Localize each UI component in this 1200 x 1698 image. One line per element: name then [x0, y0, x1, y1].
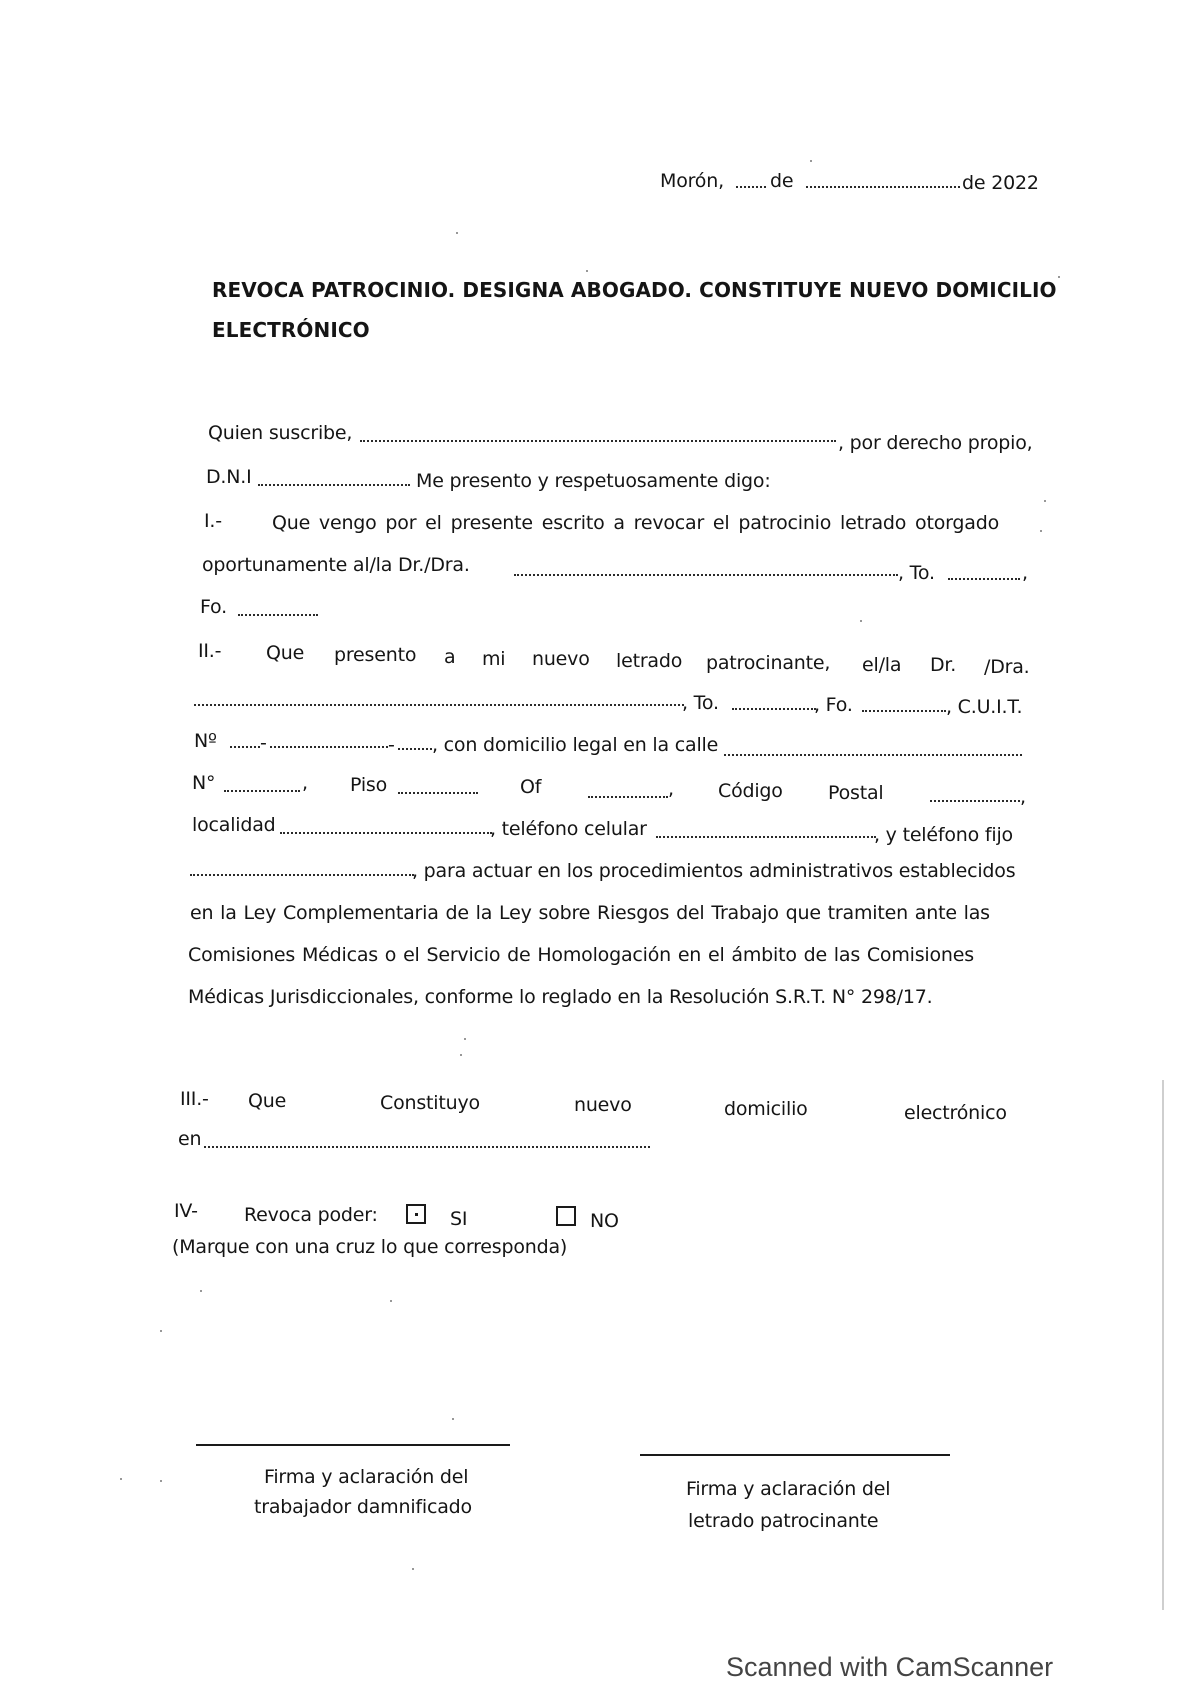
date-day-blank — [736, 186, 766, 188]
revoca-poder-label: Revoca poder: — [244, 1204, 378, 1226]
scan-speck — [456, 232, 458, 234]
section-1-doctor-label: oportunamente al/la Dr./Dra. — [202, 554, 470, 576]
section-2-word: /Dra. — [984, 656, 1030, 678]
date-month-blank — [806, 186, 960, 188]
scan-speck — [412, 1568, 414, 1570]
scan-speck — [860, 620, 862, 622]
cuit-dash-2: - — [388, 734, 395, 756]
signature-lawyer-line1: Firma y aclaración del — [686, 1478, 891, 1500]
oficina-comma: , — [668, 778, 674, 800]
scan-speck — [1044, 500, 1046, 502]
postal-label: Postal — [828, 782, 884, 804]
signature-worker-line1: Firma y aclaración del — [264, 1466, 469, 1488]
scan-speck — [452, 1418, 454, 1420]
signature-line-worker — [196, 1444, 510, 1446]
numero-blank — [224, 790, 300, 792]
section-3-word: nuevo — [574, 1094, 632, 1116]
numero-label: N° — [192, 772, 216, 794]
dni-label: D.N.I — [206, 466, 252, 488]
scan-speck — [160, 1480, 162, 1482]
presento-label: Me presento y respetuosamente digo: — [416, 470, 771, 492]
date-year: de 2022 — [962, 172, 1039, 194]
codigo-postal-comma: , — [1020, 786, 1026, 808]
domicilio-electronico-blank — [204, 1146, 650, 1148]
domicilio-calle-blank — [724, 754, 1022, 756]
section-2-word: Que — [266, 642, 305, 664]
codigo-postal-blank — [930, 800, 1020, 802]
oficina-label: Of — [520, 776, 542, 798]
localidad-label: localidad — [192, 814, 276, 836]
scan-speck — [1058, 276, 1060, 278]
section-2-word: presento — [334, 644, 417, 666]
section-2-word: letrado — [616, 650, 683, 672]
revoca-no-checkbox[interactable] — [556, 1206, 576, 1226]
section-2-actuar: , para actuar en los procedimientos administrativos establecidos — [412, 860, 1016, 882]
section-1-fo-label: Fo. — [200, 596, 227, 618]
section-2-text-a: en la Ley Complementaria de la Ley sobre Riesgos del Trabajo que tramiten ante las — [190, 902, 990, 924]
section-2-fo-blank — [862, 710, 946, 712]
domicilio-legal-label: , con domicilio legal en la calle — [432, 734, 719, 756]
section-3-en-label: en — [178, 1128, 202, 1150]
section-2-text-b: Comisiones Médicas o el Servicio de Homologación en el ámbito de las Comisiones — [188, 944, 974, 966]
localidad-blank — [280, 832, 492, 834]
revoca-instruction: (Marque con una cruz lo que corresponda) — [172, 1236, 568, 1258]
quien-suscribe-blank — [360, 440, 836, 442]
oficina-blank — [588, 796, 668, 798]
date-de-1: de — [770, 170, 794, 192]
revoca-si-checkbox[interactable] — [406, 1204, 426, 1224]
telefono-celular-label: , teléfono celular — [490, 818, 647, 840]
scan-speck — [460, 1054, 462, 1056]
section-4-number: IV- — [174, 1200, 198, 1222]
scan-speck — [586, 270, 588, 272]
document-title-line1: REVOCA PATROCINIO. DESIGNA ABOGADO. CONSTITUYE NUEVO DOMICILIO — [212, 278, 1057, 302]
scan-speck — [390, 1300, 392, 1302]
section-3-word: Que — [248, 1090, 287, 1112]
section-2-lawyer-blank — [194, 704, 684, 706]
section-1-comma: , — [1022, 562, 1028, 584]
numero-comma: , — [302, 772, 308, 794]
signature-lawyer-line2: letrado patrocinante — [688, 1510, 879, 1532]
cuit-dash-1: - — [260, 732, 267, 754]
section-1-fo-blank — [238, 614, 318, 616]
section-2-word: a — [444, 646, 456, 668]
section-2-cuit-label: , C.U.I.T. — [946, 696, 1023, 718]
section-2-fo-label: , Fo. — [814, 694, 853, 716]
section-3-word: Constituyo — [380, 1092, 480, 1114]
revoca-si-label: SI — [450, 1208, 468, 1230]
document-title-line2: ELECTRÓNICO — [212, 318, 370, 342]
derecho-propio-label: , por derecho propio, — [838, 432, 1033, 454]
revoca-no-label: NO — [590, 1210, 619, 1232]
scan-speck — [1040, 530, 1042, 532]
section-3-word: electrónico — [904, 1102, 1007, 1124]
scan-speck — [120, 1478, 122, 1480]
scan-page-edge — [1162, 1080, 1164, 1610]
section-1-to-label: , To. — [898, 562, 935, 584]
scan-speck — [200, 1290, 202, 1292]
signature-line-lawyer — [640, 1454, 950, 1456]
telefono-celular-blank — [656, 836, 876, 838]
dni-blank — [258, 484, 410, 486]
section-2-to-blank — [732, 708, 816, 710]
section-1-doctor-blank — [514, 574, 898, 576]
section-2-word: el/la — [862, 654, 902, 676]
section-1-line1: Que vengo por el presente escrito a revocar el patrocinio letrado otorgado — [272, 512, 999, 534]
quien-suscribe-label: Quien suscribe, — [208, 422, 353, 444]
cuit-part2-blank — [270, 746, 388, 748]
scan-speck — [464, 1038, 466, 1040]
section-1-number: I.- — [204, 510, 222, 532]
section-2-word: patrocinante, — [706, 652, 831, 674]
section-1-to-blank — [948, 578, 1020, 580]
scan-speck — [160, 1330, 162, 1332]
section-2-to-label: , To. — [682, 692, 719, 714]
section-3-word: domicilio — [724, 1098, 808, 1120]
cuit-part1-blank — [230, 746, 260, 748]
section-2-word: Dr. — [930, 654, 957, 676]
section-2-text-c: Médicas Jurisdiccionales, conforme lo reglado en la Resolución S.R.T. N° 298/17. — [188, 986, 933, 1008]
section-2-nro-label: Nº — [194, 730, 217, 752]
piso-blank — [398, 792, 478, 794]
telefono-fijo-blank — [190, 874, 414, 876]
cuit-part3-blank — [398, 748, 432, 750]
scan-speck — [810, 160, 812, 162]
date-place: Morón, — [660, 170, 724, 192]
codigo-label: Código — [718, 780, 783, 802]
telefono-fijo-label: , y teléfono fijo — [874, 824, 1013, 846]
piso-label: Piso — [350, 774, 388, 796]
camscanner-watermark: Scanned with CamScanner — [726, 1652, 1054, 1682]
signature-worker-line2: trabajador damnificado — [254, 1496, 472, 1518]
section-3-number: III.- — [180, 1088, 209, 1110]
section-2-word: mi — [482, 648, 506, 670]
section-2-word: nuevo — [532, 648, 590, 670]
section-2-number: II.- — [198, 640, 222, 662]
